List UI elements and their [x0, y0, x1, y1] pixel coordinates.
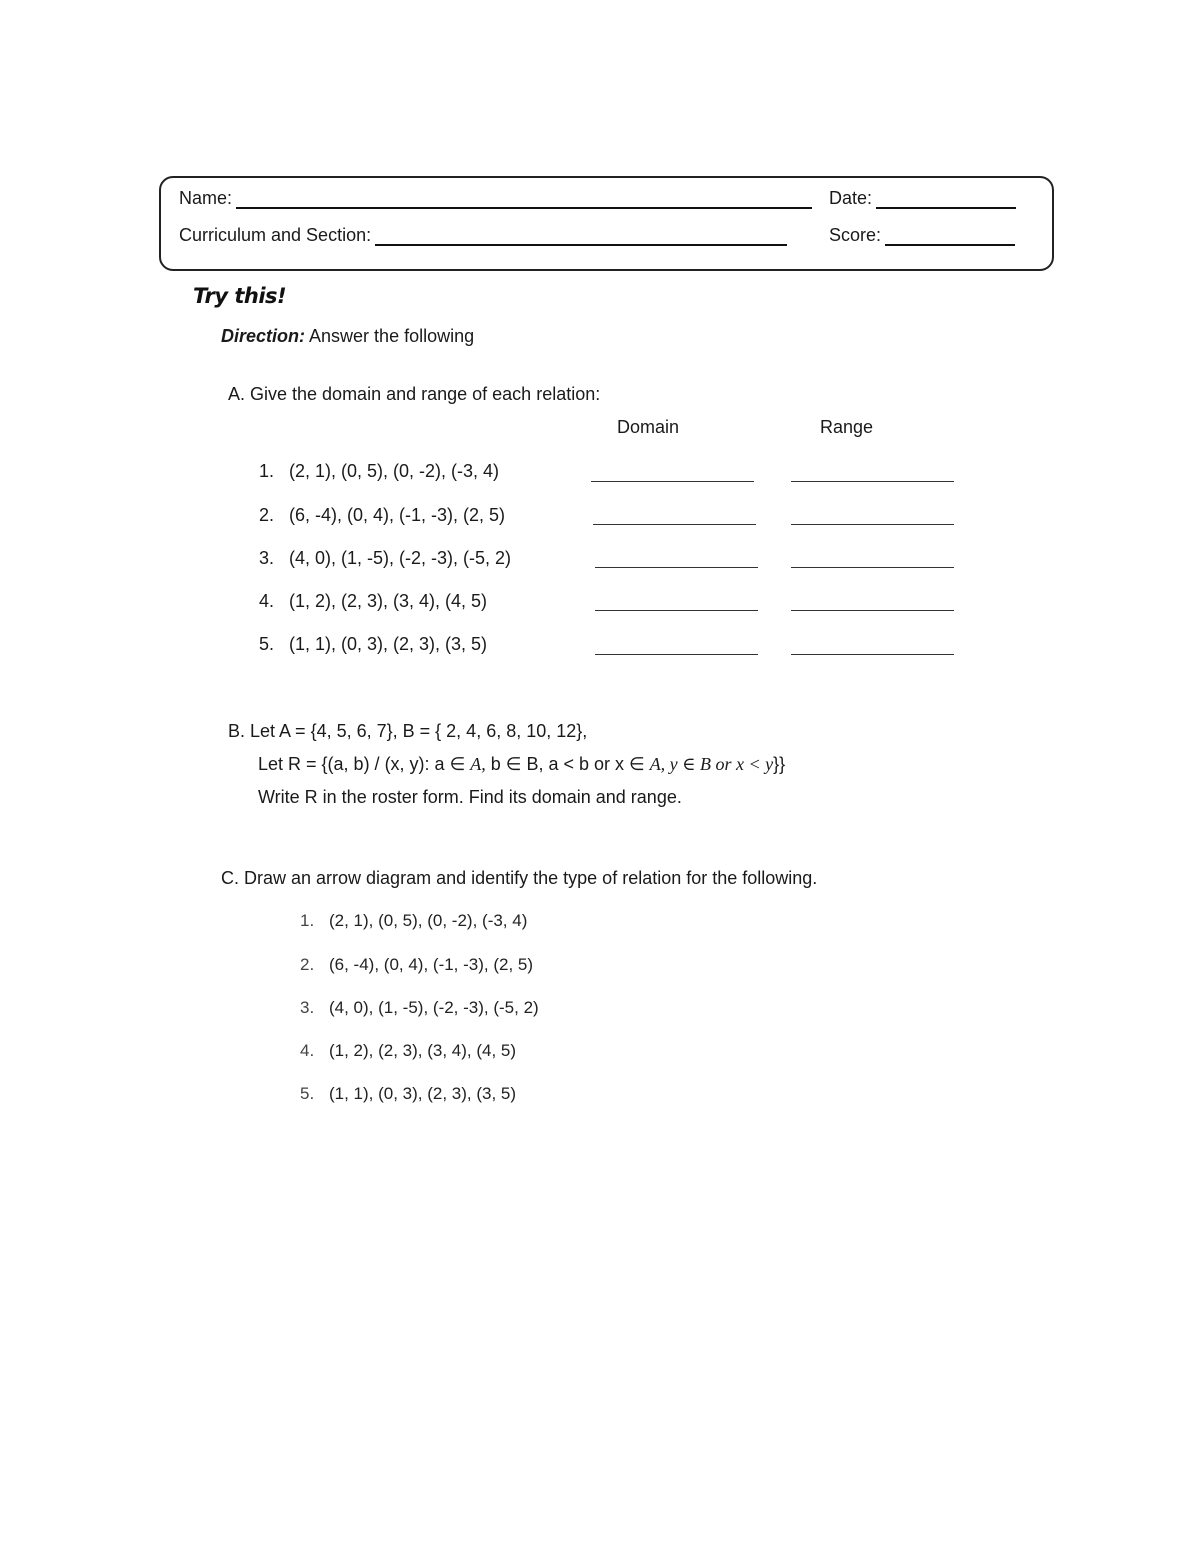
name-field[interactable] [236, 189, 812, 209]
date-label: Date: [829, 188, 873, 208]
list-item: 1. (2, 1), (0, 5), (0, -2), (-3, 4) [259, 461, 500, 481]
range-column-header: Range [820, 417, 874, 437]
score-field[interactable] [885, 226, 1015, 246]
domain-column-header: Domain [617, 417, 680, 437]
list-item: 3. (4, 0), (1, -5), (-2, -3), (-5, 2) [300, 998, 539, 1017]
range-answer-2[interactable] [791, 524, 954, 525]
range-answer-1[interactable] [791, 481, 954, 482]
section-a-title: A. Give the domain and range of each relation: [228, 384, 601, 404]
direction-line [221, 326, 474, 347]
curriculum-row [179, 225, 787, 246]
range-answer-3[interactable] [791, 567, 954, 568]
domain-answer-3[interactable] [595, 567, 758, 568]
curriculum-label: Curriculum and Section: [179, 225, 372, 245]
list-item: 2. (6, -4), (0, 4), (-1, -3), (2, 5) [300, 955, 534, 974]
date-row [829, 188, 1016, 209]
curriculum-field[interactable] [375, 226, 787, 246]
list-item: 3. (4, 0), (1, -5), (-2, -3), (-5, 2) [259, 548, 512, 568]
section-b-line-2: Let R = {(a, b) / (x, y): a ∈ A, b ∈ B, a < b or x ∈ A, y ∈ B or x < y}} [258, 754, 786, 774]
score-row [829, 225, 1015, 246]
section-b-line-3: Write R in the roster form. Find its domain and range. [258, 787, 682, 807]
list-item: 5. (1, 1), (0, 3), (2, 3), (3, 5) [300, 1084, 517, 1103]
domain-answer-5[interactable] [595, 654, 758, 655]
try-this-heading: Try this! [193, 284, 287, 308]
list-item: 5. (1, 1), (0, 3), (2, 3), (3, 5) [259, 634, 488, 654]
list-item: 2. (6, -4), (0, 4), (-1, -3), (2, 5) [259, 505, 506, 525]
list-item: 4. (1, 2), (2, 3), (3, 4), (4, 5) [300, 1041, 517, 1060]
direction-text: Answer the following [309, 326, 475, 346]
domain-answer-4[interactable] [595, 610, 758, 611]
direction-label: Direction: [221, 326, 306, 346]
domain-answer-2[interactable] [593, 524, 756, 525]
section-c-title: C. Draw an arrow diagram and identify the type of relation for the following. [221, 868, 818, 888]
range-answer-4[interactable] [791, 610, 954, 611]
domain-answer-1[interactable] [591, 481, 754, 482]
name-row [179, 188, 812, 209]
list-item: 4. (1, 2), (2, 3), (3, 4), (4, 5) [259, 591, 488, 611]
date-field[interactable] [876, 189, 1016, 209]
range-answer-5[interactable] [791, 654, 954, 655]
section-b-line-1: B. Let A = {4, 5, 6, 7}, B = { 2, 4, 6, 8, 10, 12}, [228, 721, 588, 741]
list-item: 1. (2, 1), (0, 5), (0, -2), (-3, 4) [300, 911, 528, 930]
score-label: Score: [829, 225, 882, 245]
name-label: Name: [179, 188, 233, 208]
